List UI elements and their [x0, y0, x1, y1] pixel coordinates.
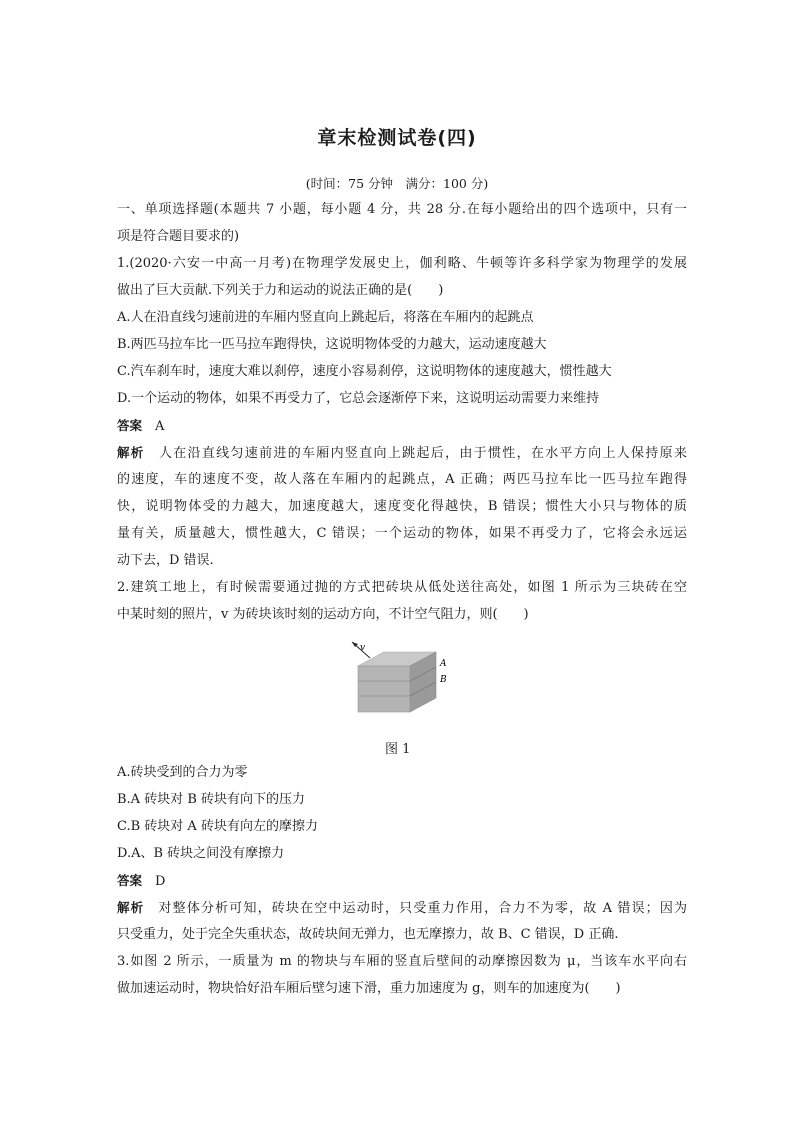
- answer-line: [117, 872, 687, 891]
- analysis-label: 解析: [117, 900, 145, 915]
- section-intro-line: 项是符合题目要求的): [117, 229, 240, 244]
- answer-label: 答案: [117, 873, 143, 888]
- question-stem-line: 3.如图 2 所示，一质量为 m 的物块与车厢的竖直后壁间的动摩擦因数为 μ，当该车水平向右: [117, 954, 687, 969]
- analysis-line: [117, 444, 687, 463]
- analysis-text: 人在沿直线匀速前进的车厢内竖直向上跳起后，由于惯性，在水平方向上人保持原来: [158, 446, 687, 461]
- option-d: D.一个运动的物体，如果不再受力了，它总会逐渐停下来，这说明运动需要力来维持: [117, 391, 600, 406]
- answer-line: [117, 417, 687, 436]
- question-stem-line: 中某时刻的照片，v 为砖块该时刻的运动方向，不计空气阻力，则( ): [117, 607, 529, 622]
- question-stem-line: 做出了巨大贡献.下列关于力和运动的说法正确的是( ): [117, 283, 444, 298]
- question-stem-line: 1.(2020·六安一中高一月考)在物理学发展史上，伽利略、牛顿等许多科学家为物理学的发展: [117, 256, 687, 271]
- answer-value: D: [155, 874, 166, 889]
- brick-figure: [348, 638, 458, 728]
- question-stem-line: 做加速运动时，物块恰好沿车厢后壁匀速下滑，重力加速度为 g，则车的加速度为( ): [117, 981, 621, 996]
- answer-label: 答案: [117, 418, 143, 433]
- option-b: B.两匹马拉车比一匹马拉车跑得快，这说明物体受的力越大，运动速度越大: [117, 337, 547, 352]
- option-c: C.B 砖块对 A 砖块有向左的摩擦力: [117, 819, 318, 834]
- option-b: B.A 砖块对 B 砖块有向下的压力: [117, 792, 306, 807]
- figure-caption: 图 1: [385, 742, 411, 757]
- answer-value: A: [155, 419, 165, 434]
- brick-front: [358, 666, 410, 712]
- question-stem-line: 2.建筑工地上，有时候需要通过抛的方式把砖块从低处送往高处，如图 1 所示为三块砖在空: [117, 580, 687, 595]
- analysis-line: 动下去，D 错误.: [117, 553, 214, 568]
- analysis-label: 解析: [117, 445, 145, 460]
- analysis-line: 快，说明物体受的力越大，加速度越大，速度变化得越快，B 错误；惯性大小只与物体的质: [117, 499, 687, 514]
- analysis-line: [117, 899, 687, 918]
- velocity-label: v: [360, 643, 366, 653]
- brick-a-label: A: [440, 659, 447, 669]
- analysis-line: 只受重力，处于完全失重状态，故砖块间无弹力，也无摩擦力，故 B、C 错误，D 正确.: [117, 927, 619, 942]
- page-title: 章末检测试卷(四): [317, 127, 477, 149]
- section-intro-line: 一、单项选择题(本题共 7 小题，每小题 4 分，共 28 分.在每小题给出的四个选项中，只有一: [117, 202, 687, 217]
- option-c: C.汽车刹车时，速度大难以刹停，速度小容易刹停，这说明物体的速度越大，惯性越大: [117, 364, 612, 379]
- option-d: D.A、B 砖块之间没有摩擦力: [117, 846, 285, 861]
- option-a: A.人在沿直线匀速前进的车厢内竖直向上跳起后，将落在车厢内的起跳点: [117, 310, 534, 325]
- exam-meta: (时间：75 分钟 满分：100 分): [305, 176, 489, 191]
- option-a: A.砖块受到的合力为零: [117, 765, 248, 780]
- analysis-line: 的速度，车的速度不变，故人落在车厢内的起跳点，A 正确；两匹马拉车比一匹马拉车跑得: [117, 472, 687, 487]
- analysis-line: 量有关，质量越大，惯性越大，C 错误；一个运动的物体，如果不再受力了，它将会永远运: [117, 526, 687, 541]
- brick-b-label: B: [440, 675, 447, 685]
- analysis-text: 对整体分析可知，砖块在空中运动时，只受重力作用，合力不为零，故 A 错误；因为: [158, 901, 687, 916]
